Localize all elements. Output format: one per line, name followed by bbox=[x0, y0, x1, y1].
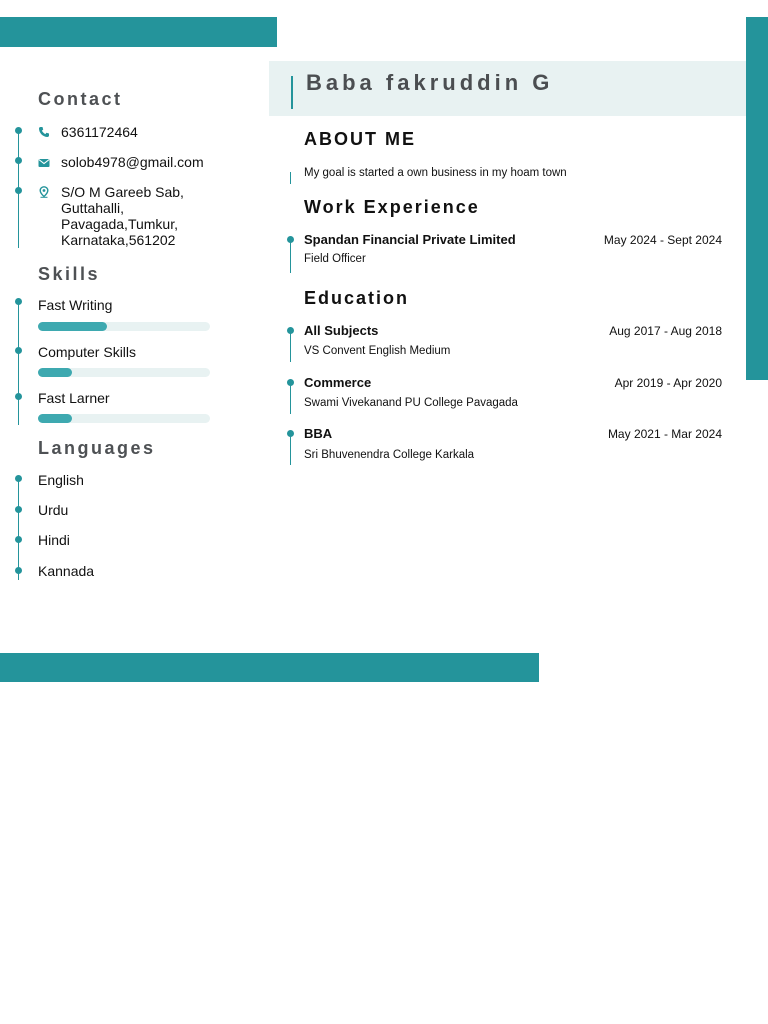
education-heading: Education bbox=[304, 288, 410, 308]
language-item: English bbox=[38, 472, 84, 488]
contact-address bbox=[61, 184, 184, 248]
skill-dot bbox=[15, 298, 22, 305]
skills-timeline bbox=[18, 300, 19, 425]
skill-bar-fill bbox=[38, 414, 72, 423]
skill-label: Fast Writing bbox=[38, 297, 113, 313]
skill-bar-track bbox=[38, 414, 210, 423]
languages-heading: Languages bbox=[38, 438, 156, 458]
name-header bbox=[269, 61, 746, 116]
education-title: BBA bbox=[304, 426, 333, 441]
skill-bar-track bbox=[38, 322, 210, 331]
languages-timeline bbox=[18, 478, 19, 580]
experience-heading: Work Experience bbox=[304, 197, 480, 217]
education-dates: Apr 2019 - Apr 2020 bbox=[614, 376, 722, 390]
language-item: Hindi bbox=[38, 532, 70, 548]
experience-line bbox=[290, 239, 291, 273]
contact-phone: 6361172464 bbox=[61, 124, 138, 140]
bottom-accent-bar bbox=[0, 653, 539, 682]
experience-role: Field Officer bbox=[304, 253, 366, 265]
skills-heading: Skills bbox=[38, 264, 101, 284]
address-line: Karnataka,561202 bbox=[61, 232, 176, 248]
contact-dot bbox=[15, 187, 22, 194]
language-dot bbox=[15, 567, 22, 574]
about-text: My goal is started a own business in my hoam town bbox=[304, 167, 567, 179]
address-line: Guttahalli, bbox=[61, 200, 125, 216]
email-icon bbox=[38, 157, 50, 169]
language-dot bbox=[15, 475, 22, 482]
address-line: S/O M Gareeb Sab, bbox=[61, 184, 184, 200]
skill-bar-track bbox=[38, 368, 210, 377]
top-accent-bar bbox=[0, 17, 277, 47]
phone-icon bbox=[38, 126, 50, 138]
skill-dot bbox=[15, 347, 22, 354]
about-heading: ABOUT ME bbox=[304, 129, 416, 149]
location-pin-icon bbox=[38, 186, 50, 198]
education-line bbox=[290, 433, 291, 465]
language-dot bbox=[15, 536, 22, 543]
contact-email: solob4978@gmail.com bbox=[61, 154, 204, 170]
education-school: Sri Bhuvenendra College Karkala bbox=[304, 449, 475, 461]
skill-bar-fill bbox=[38, 368, 72, 377]
name-accent-line bbox=[291, 76, 293, 109]
skill-bar-fill bbox=[38, 322, 107, 331]
skill-dot bbox=[15, 393, 22, 400]
education-title: All Subjects bbox=[304, 323, 379, 338]
language-item: Kannada bbox=[38, 563, 95, 579]
address-line: Pavagada,Tumkur, bbox=[61, 216, 178, 232]
skill-label: Computer Skills bbox=[38, 344, 137, 360]
experience-title: Spandan Financial Private Limited bbox=[304, 232, 516, 247]
education-line bbox=[290, 330, 291, 362]
education-line bbox=[290, 382, 291, 414]
education-school: VS Convent English Medium bbox=[304, 345, 451, 357]
contact-dot bbox=[15, 127, 22, 134]
contact-heading: Contact bbox=[38, 89, 123, 109]
skill-label: Fast Larner bbox=[38, 390, 110, 406]
education-title: Commerce bbox=[304, 375, 372, 390]
language-item: Urdu bbox=[38, 502, 69, 518]
right-accent-bar bbox=[746, 17, 768, 380]
contact-dot bbox=[15, 157, 22, 164]
education-dates: Aug 2017 - Aug 2018 bbox=[609, 324, 722, 338]
education-dates: May 2021 - Mar 2024 bbox=[607, 427, 722, 441]
education-school: Swami Vivekanand PU College Pavagada bbox=[304, 397, 518, 409]
language-dot bbox=[15, 506, 22, 513]
experience-dates: May 2024 - Sept 2024 bbox=[603, 233, 722, 247]
about-accent-line bbox=[290, 172, 291, 184]
candidate-name: Baba fakruddin G bbox=[306, 70, 554, 95]
